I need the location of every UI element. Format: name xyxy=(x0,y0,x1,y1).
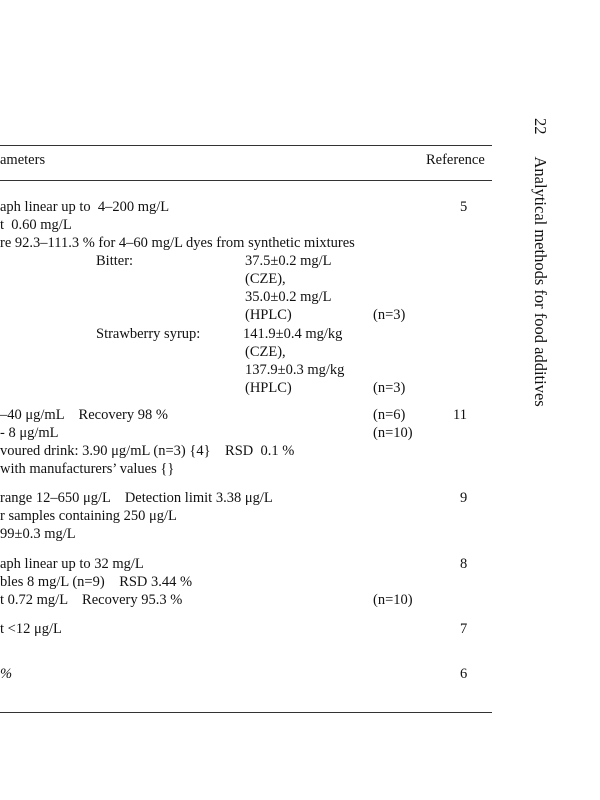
running-title: Analytical methods for food additives xyxy=(531,156,550,407)
reference-number: 6 xyxy=(460,666,468,682)
reference-number: 8 xyxy=(460,556,468,572)
running-head xyxy=(510,118,550,678)
column-header-parameters: ameters xyxy=(0,152,46,168)
row-line: t 0.60 mg/L xyxy=(0,217,72,233)
sample-method: (HPLC) xyxy=(245,380,292,396)
page-number: 22 xyxy=(531,118,550,135)
sample-name: Bitter: xyxy=(96,253,134,269)
reference-number: 7 xyxy=(460,621,468,637)
row-line: % xyxy=(0,666,13,682)
sample-n: (n=6) xyxy=(373,407,406,423)
table-top-rule xyxy=(0,145,492,146)
sample-value: 37.5±0.2 mg/L xyxy=(245,253,332,269)
row-line: range 12–650 μg/L Detection limit 3.38 μg/L xyxy=(0,490,273,506)
sample-n: (n=10) xyxy=(373,592,413,608)
row-line: with manufacturers’ values {} xyxy=(0,461,175,477)
table-header-rule xyxy=(0,180,492,181)
sample-n: (n=3) xyxy=(373,307,406,323)
row-line: voured drink: 3.90 μg/mL (n=3) {4} RSD 0.1 % xyxy=(0,443,295,459)
row-line: bles 8 mg/L (n=9) RSD 3.44 % xyxy=(0,574,193,590)
sample-method: (CZE), xyxy=(245,344,286,360)
table-bottom-rule xyxy=(0,712,492,713)
row-line: t 0.72 mg/L Recovery 95.3 % xyxy=(0,592,183,608)
sample-method: (CZE), xyxy=(245,271,286,287)
sample-name: Strawberry syrup: xyxy=(96,326,201,342)
row-line: –40 μg/mL Recovery 98 % xyxy=(0,407,168,423)
row-line: r samples containing 250 μg/L xyxy=(0,508,177,524)
reference-number: 9 xyxy=(460,490,468,506)
reference-number: 5 xyxy=(460,199,468,215)
reference-number: 11 xyxy=(453,407,467,423)
row-line: aph linear up to 32 mg/L xyxy=(0,556,144,572)
sample-n: (n=10) xyxy=(373,425,413,441)
row-line: - 8 μg/mL xyxy=(0,425,59,441)
sample-method: (HPLC) xyxy=(245,307,292,323)
sample-n: (n=3) xyxy=(373,380,406,396)
row-line: t <12 μg/L xyxy=(0,621,62,637)
column-header-reference: Reference xyxy=(426,152,485,168)
row-line: aph linear up to 4–200 mg/L xyxy=(0,199,170,215)
sample-value: 137.9±0.3 mg/kg xyxy=(245,362,345,378)
row-line: re 92.3–111.3 % for 4–60 mg/L dyes from synthetic mixtures xyxy=(0,235,355,251)
sample-value: 35.0±0.2 mg/L xyxy=(245,289,332,305)
sample-value: 141.9±0.4 mg/kg xyxy=(243,326,343,342)
row-line: 99±0.3 mg/L xyxy=(0,526,76,542)
